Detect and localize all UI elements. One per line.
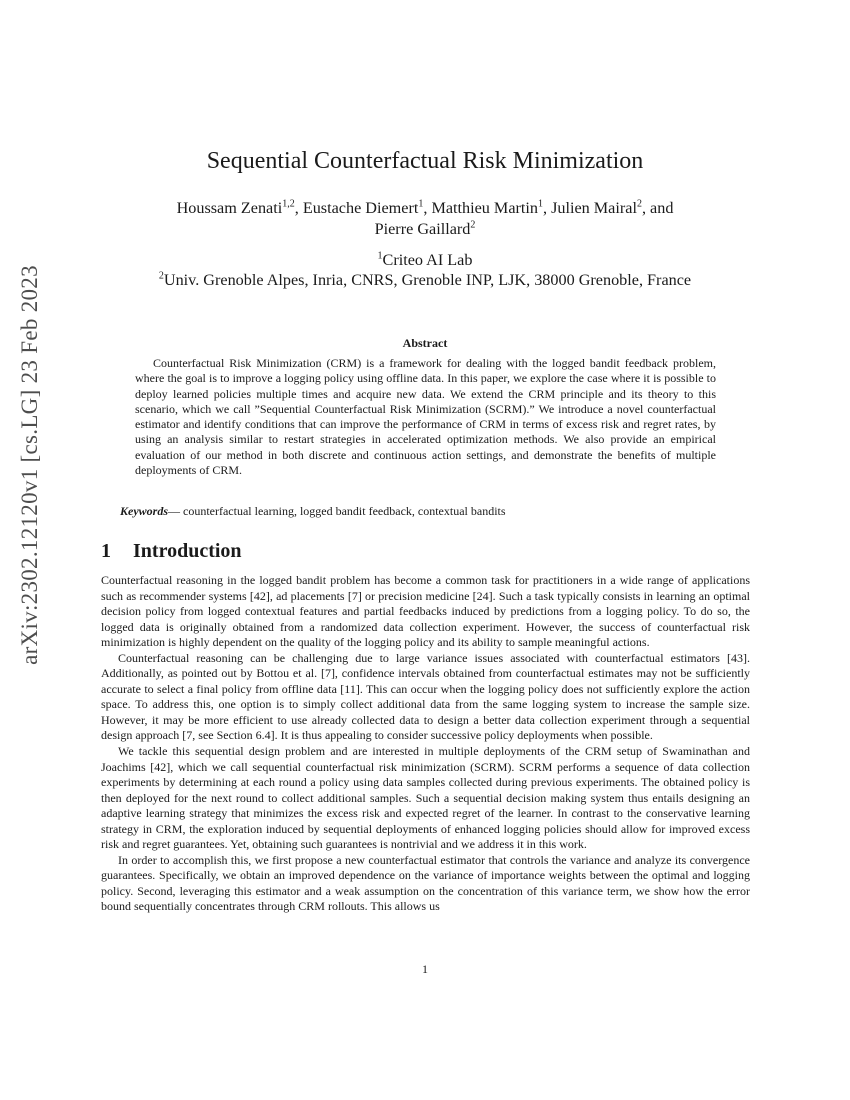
author-conjunction: and <box>650 199 674 217</box>
author-name: Julien Mairal <box>551 199 637 217</box>
affil-mark: 2 <box>158 270 164 282</box>
author-affil-mark: 1,2 <box>282 198 295 210</box>
author-affil-mark: 1 <box>418 198 424 210</box>
section-title: Introduction <box>133 540 242 562</box>
paragraph: Counterfactual reasoning in the logged bandit problem has become a common task for practitioners in a wide range of applications such as recommender systems [42], ad placements [7] or precision medicine [24]. Such a task typically consists in learning an optimal decision policy from logged contextual features and partial feedbacks induced by predictions from a logging policy. To do so, the logged data is originally obtained from a randomized data collection experiment. However, the success of counterfactual risk minimization is highly dependent on the quality of the logging policy and its ability to sample meaningful actions. <box>101 573 750 650</box>
paragraph: In order to accomplish this, we first propose a new counterfactual estimator that controls the variance and analyze its convergence guarantees. Specifically, we obtain an improved dependence on the variance of importance weights between the optimal and logging policy. Second, leveraging this estimator and a weak assumption on the concentration of this variance term, we show how the error bound sequentially concentrates through CRM rollouts. This allows us <box>101 852 750 914</box>
affiliations <box>100 250 750 290</box>
section-number: 1 <box>101 540 111 562</box>
author-name: Eustache Diemert <box>302 199 419 217</box>
paragraph: We tackle this sequential design problem and are interested in multiple deployments of the CRM setup of Swaminathan and Joachims [42], which we call sequential counterfactual risk minimization (SCRM). SCRM performs a sequence of data collection experiments by determining at each round a policy using data samples collected during previous experiments. The obtained policy is then deployed for the next round to collect additional samples. Such a sequential decision making system thus entails designing an adaptive learning strategy that minimizes the excess risk and expected regret of the learner. In contrast to the conservative learning strategy in CRM, the exploration induced by sequential deployments of enhanced logging policies should allow for improved excess risk and regret guarantees. Yet, obtaining such guarantees is nontrivial and we address it in this work. <box>101 744 750 852</box>
paper-title: Sequential Counterfactual Risk Minimization <box>206 148 644 174</box>
author-name: Matthieu Martin <box>431 199 538 217</box>
keywords <box>120 504 740 519</box>
abstract-text: Counterfactual Risk Minimization (CRM) is a framework for dealing with the logged bandit feedback problem, where the goal is to improve a logging policy using offline data. In this paper, we explore the case where it is possible to deploy learned policies multiple times and acquire new data. We extend the CRM principle and its theory to this scenario, which we call ”Sequential Counterfactual Risk Minimization (SCRM).” We introduce a novel counterfactual estimator and identify conditions that can improve the performance of CRM in terms of excess risk and regret rates, by using an analysis similar to restart strategies in accelerated optimization methods. We also provide an empirical evaluation of our method in both discrete and continuous action settings, and demonstrate the benefits of multiple deployments of CRM. <box>135 356 716 478</box>
author-name: Houssam Zenati <box>176 199 283 217</box>
author-affil-mark: 2 <box>470 219 476 231</box>
author-list: Houssam Zenati$^{1,2}$, Eustache Diemert$^1$, Matthieu Martin$^1$, Julien Mairal$^2$, and Pierre Gaillard$^2$ <box>176 198 674 238</box>
affil-text: Univ. Grenoble Alpes, Inria, CNRS, Grenoble INP, LJK, 38000 Grenoble, France <box>163 271 692 289</box>
page-number: 1 <box>422 962 428 976</box>
affil-text: Criteo AI Lab <box>382 251 473 269</box>
abstract-heading: Abstract <box>402 336 448 350</box>
section-heading <box>101 540 242 563</box>
author-affil-mark: 1 <box>537 198 543 210</box>
affiliation-line <box>100 250 750 270</box>
arxiv-stamp: arXiv:2302.12120v1 [cs.LG] 23 Feb 2023 <box>17 265 42 665</box>
author-affil-mark: 2 <box>636 198 642 210</box>
affil-mark: 1 <box>377 250 383 262</box>
keywords-text: — counterfactual learning, logged bandit feedback, contextual bandits <box>168 504 506 518</box>
author-name: Pierre Gaillard <box>374 220 471 238</box>
paragraph: Counterfactual reasoning can be challenging due to large variance issues associated with counterfactual estimators [43]. Additionally, as pointed out by Bottou et al. [7], confidence intervals obtained from counterfactual estimates may not be sufficiently accurate to select a final policy from offline data [11]. This can occur when the logging policy does not sufficiently explore the action space. To address this, one option is to simply collect additional data from the same logging system to increase the sample size. However, it may be more efficient to use already collected data to design a better data collection experiment through a sequential design approach [7, see Section 6.4]. It is thus appealing to consider successive policy deployments when possible. <box>101 650 750 743</box>
keywords-label: Keywords <box>120 504 168 518</box>
section-body <box>101 573 750 915</box>
affiliation-line <box>100 270 750 290</box>
